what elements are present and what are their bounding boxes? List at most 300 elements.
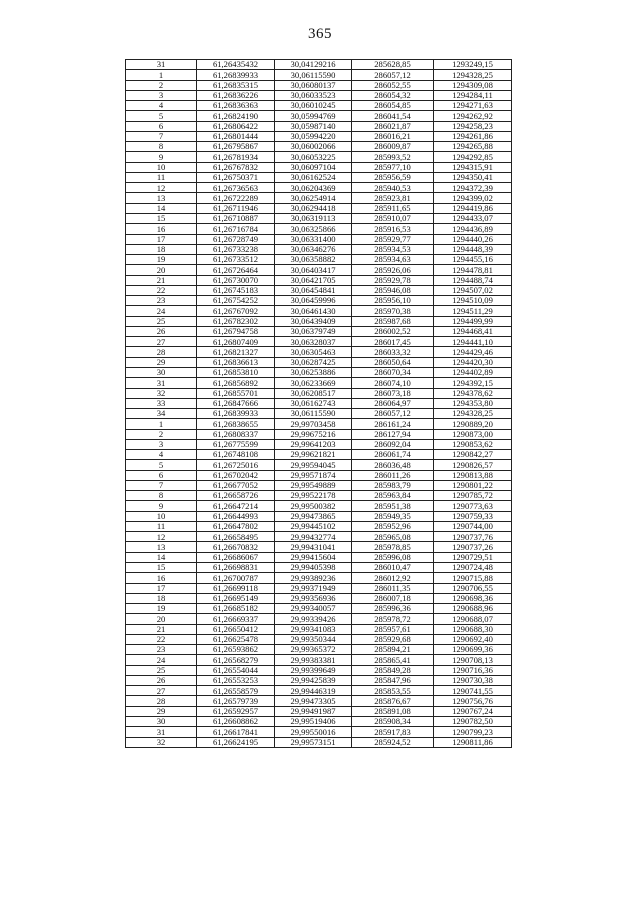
latitude-cell: 61,26836226 xyxy=(197,90,275,100)
table-row xyxy=(126,480,512,490)
longitude-cell: 29,99365372 xyxy=(275,645,352,655)
y-coordinate-cell: 1290799,23 xyxy=(434,727,512,737)
x-coordinate-cell: 285908,34 xyxy=(352,717,434,727)
longitude-cell: 30,06204369 xyxy=(275,183,352,193)
x-coordinate-cell: 285956,10 xyxy=(352,296,434,306)
table-row xyxy=(126,419,512,429)
table-row xyxy=(126,337,512,347)
y-coordinate-cell: 1290692,40 xyxy=(434,634,512,644)
y-coordinate-cell: 1293249,15 xyxy=(434,60,512,70)
longitude-cell: 29,99445102 xyxy=(275,521,352,531)
x-coordinate-cell: 286009,87 xyxy=(352,142,434,152)
table-row xyxy=(126,583,512,593)
longitude-cell: 30,06053225 xyxy=(275,152,352,162)
longitude-cell: 30,06010245 xyxy=(275,101,352,111)
x-coordinate-cell: 285934,63 xyxy=(352,255,434,265)
longitude-cell: 30,06346276 xyxy=(275,244,352,254)
point-number-cell: 19 xyxy=(126,604,197,614)
latitude-cell: 61,26608862 xyxy=(197,717,275,727)
y-coordinate-cell: 1290785,72 xyxy=(434,491,512,501)
table-row xyxy=(126,388,512,398)
point-number-cell: 3 xyxy=(126,439,197,449)
x-coordinate-cell: 285847,96 xyxy=(352,675,434,685)
table-row xyxy=(126,717,512,727)
longitude-cell: 29,99594045 xyxy=(275,460,352,470)
y-coordinate-cell: 1290688,07 xyxy=(434,614,512,624)
point-number-cell: 32 xyxy=(126,388,197,398)
longitude-cell: 30,06033523 xyxy=(275,90,352,100)
point-number-cell: 11 xyxy=(126,521,197,531)
x-coordinate-cell: 285978,72 xyxy=(352,614,434,624)
x-coordinate-cell: 285929,68 xyxy=(352,634,434,644)
longitude-cell: 29,99549889 xyxy=(275,480,352,490)
latitude-cell: 61,26748108 xyxy=(197,450,275,460)
point-number-cell: 6 xyxy=(126,121,197,131)
table-row xyxy=(126,101,512,111)
latitude-cell: 61,26699118 xyxy=(197,583,275,593)
latitude-cell: 61,26710887 xyxy=(197,213,275,223)
x-coordinate-cell: 285957,61 xyxy=(352,624,434,634)
point-number-cell: 27 xyxy=(126,337,197,347)
latitude-cell: 61,26754252 xyxy=(197,296,275,306)
x-coordinate-cell: 286127,94 xyxy=(352,429,434,439)
table-row xyxy=(126,675,512,685)
table-row xyxy=(126,193,512,203)
point-number-cell: 34 xyxy=(126,409,197,419)
x-coordinate-cell: 286092,04 xyxy=(352,439,434,449)
x-coordinate-cell: 286161,24 xyxy=(352,419,434,429)
table-row xyxy=(126,655,512,665)
point-number-cell: 20 xyxy=(126,614,197,624)
x-coordinate-cell: 285946,08 xyxy=(352,285,434,295)
x-coordinate-cell: 286057,12 xyxy=(352,70,434,80)
y-coordinate-cell: 1290842,27 xyxy=(434,450,512,460)
table-row xyxy=(126,275,512,285)
y-coordinate-cell: 1290853,62 xyxy=(434,439,512,449)
longitude-cell: 30,06403417 xyxy=(275,265,352,275)
table-row xyxy=(126,532,512,542)
y-coordinate-cell: 1294261,86 xyxy=(434,131,512,141)
x-coordinate-cell: 286011,26 xyxy=(352,470,434,480)
point-number-cell: 3 xyxy=(126,90,197,100)
longitude-cell: 30,06002066 xyxy=(275,142,352,152)
point-number-cell: 21 xyxy=(126,624,197,634)
latitude-cell: 61,26685182 xyxy=(197,604,275,614)
y-coordinate-cell: 1294455,16 xyxy=(434,255,512,265)
latitude-cell: 61,26767832 xyxy=(197,162,275,172)
latitude-cell: 61,26794758 xyxy=(197,326,275,336)
table-row xyxy=(126,347,512,357)
latitude-cell: 61,26824190 xyxy=(197,111,275,121)
x-coordinate-cell: 286070,34 xyxy=(352,367,434,377)
table-row xyxy=(126,429,512,439)
y-coordinate-cell: 1294440,26 xyxy=(434,234,512,244)
longitude-cell: 29,99473865 xyxy=(275,511,352,521)
longitude-cell: 30,06319113 xyxy=(275,213,352,223)
y-coordinate-cell: 1294488,74 xyxy=(434,275,512,285)
table-row xyxy=(126,634,512,644)
y-coordinate-cell: 1294507,02 xyxy=(434,285,512,295)
x-coordinate-cell: 286054,85 xyxy=(352,101,434,111)
x-coordinate-cell: 285951,38 xyxy=(352,501,434,511)
x-coordinate-cell: 286061,74 xyxy=(352,450,434,460)
latitude-cell: 61,26733238 xyxy=(197,244,275,254)
table-row xyxy=(126,183,512,193)
y-coordinate-cell: 1294328,25 xyxy=(434,70,512,80)
longitude-cell: 30,06461430 xyxy=(275,306,352,316)
x-coordinate-cell: 286064,97 xyxy=(352,398,434,408)
x-coordinate-cell: 286052,55 xyxy=(352,80,434,90)
x-coordinate-cell: 285849,28 xyxy=(352,665,434,675)
point-number-cell: 26 xyxy=(126,675,197,685)
x-coordinate-cell: 286041,54 xyxy=(352,111,434,121)
point-number-cell: 28 xyxy=(126,696,197,706)
longitude-cell: 29,99415604 xyxy=(275,552,352,562)
longitude-cell: 29,99621821 xyxy=(275,450,352,460)
longitude-cell: 30,05987140 xyxy=(275,121,352,131)
x-coordinate-cell: 285987,68 xyxy=(352,316,434,326)
point-number-cell: 29 xyxy=(126,357,197,367)
table-row xyxy=(126,450,512,460)
longitude-cell: 29,99389236 xyxy=(275,573,352,583)
table-row xyxy=(126,131,512,141)
latitude-cell: 61,26801444 xyxy=(197,131,275,141)
latitude-cell: 61,26558579 xyxy=(197,686,275,696)
x-coordinate-cell: 286017,45 xyxy=(352,337,434,347)
latitude-cell: 61,26836363 xyxy=(197,101,275,111)
longitude-cell: 30,06115590 xyxy=(275,70,352,80)
longitude-cell: 29,99432774 xyxy=(275,532,352,542)
y-coordinate-cell: 1290813,88 xyxy=(434,470,512,480)
latitude-cell: 61,26593862 xyxy=(197,645,275,655)
point-number-cell: 23 xyxy=(126,645,197,655)
table-row xyxy=(126,409,512,419)
table-row xyxy=(126,573,512,583)
table-row xyxy=(126,521,512,531)
x-coordinate-cell: 285929,77 xyxy=(352,234,434,244)
table-row xyxy=(126,737,512,747)
point-number-cell: 4 xyxy=(126,450,197,460)
x-coordinate-cell: 286073,18 xyxy=(352,388,434,398)
latitude-cell: 61,26835315 xyxy=(197,80,275,90)
table-row xyxy=(126,398,512,408)
longitude-cell: 29,99573151 xyxy=(275,737,352,747)
point-number-cell: 30 xyxy=(126,717,197,727)
latitude-cell: 61,26658495 xyxy=(197,532,275,542)
y-coordinate-cell: 1294378,62 xyxy=(434,388,512,398)
latitude-cell: 61,26767092 xyxy=(197,306,275,316)
longitude-cell: 29,99550016 xyxy=(275,727,352,737)
point-number-cell: 21 xyxy=(126,275,197,285)
longitude-cell: 29,99371949 xyxy=(275,583,352,593)
longitude-cell: 30,06439409 xyxy=(275,316,352,326)
longitude-cell: 29,99641203 xyxy=(275,439,352,449)
longitude-cell: 30,06358882 xyxy=(275,255,352,265)
longitude-cell: 29,99405398 xyxy=(275,563,352,573)
table-row xyxy=(126,727,512,737)
latitude-cell: 61,26726464 xyxy=(197,265,275,275)
table-row xyxy=(126,706,512,716)
table-row xyxy=(126,378,512,388)
y-coordinate-cell: 1290773,63 xyxy=(434,501,512,511)
point-number-cell: 9 xyxy=(126,501,197,511)
point-number-cell: 2 xyxy=(126,80,197,90)
longitude-cell: 29,99425839 xyxy=(275,675,352,685)
y-coordinate-cell: 1290826,57 xyxy=(434,460,512,470)
x-coordinate-cell: 286016,21 xyxy=(352,131,434,141)
y-coordinate-cell: 1290729,51 xyxy=(434,552,512,562)
x-coordinate-cell: 286036,48 xyxy=(352,460,434,470)
latitude-cell: 61,26807409 xyxy=(197,337,275,347)
table-row xyxy=(126,686,512,696)
point-number-cell: 12 xyxy=(126,532,197,542)
y-coordinate-cell: 1294265,88 xyxy=(434,142,512,152)
latitude-cell: 61,26855701 xyxy=(197,388,275,398)
point-number-cell: 15 xyxy=(126,563,197,573)
y-coordinate-cell: 1294262,92 xyxy=(434,111,512,121)
table-row xyxy=(126,152,512,162)
longitude-cell: 29,99500382 xyxy=(275,501,352,511)
x-coordinate-cell: 286057,12 xyxy=(352,409,434,419)
latitude-cell: 61,26435432 xyxy=(197,60,275,70)
table-row xyxy=(126,357,512,367)
table-row xyxy=(126,306,512,316)
point-number-cell: 22 xyxy=(126,285,197,295)
latitude-cell: 61,26730070 xyxy=(197,275,275,285)
point-number-cell: 8 xyxy=(126,491,197,501)
latitude-cell: 61,26579739 xyxy=(197,696,275,706)
point-number-cell: 13 xyxy=(126,542,197,552)
point-number-cell: 5 xyxy=(126,460,197,470)
y-coordinate-cell: 1294402,89 xyxy=(434,367,512,377)
y-coordinate-cell: 1294315,91 xyxy=(434,162,512,172)
longitude-cell: 29,99356936 xyxy=(275,593,352,603)
table-row xyxy=(126,285,512,295)
point-number-cell: 25 xyxy=(126,316,197,326)
latitude-cell: 61,26650412 xyxy=(197,624,275,634)
table-row xyxy=(126,111,512,121)
x-coordinate-cell: 285923,81 xyxy=(352,193,434,203)
x-coordinate-cell: 285910,07 xyxy=(352,213,434,223)
x-coordinate-cell: 286010,47 xyxy=(352,563,434,573)
longitude-cell: 29,99446319 xyxy=(275,686,352,696)
latitude-cell: 61,26808337 xyxy=(197,429,275,439)
y-coordinate-cell: 1290688,30 xyxy=(434,624,512,634)
point-number-cell: 17 xyxy=(126,583,197,593)
longitude-cell: 30,06162524 xyxy=(275,172,352,182)
point-number-cell: 8 xyxy=(126,142,197,152)
x-coordinate-cell: 285894,21 xyxy=(352,645,434,655)
point-number-cell: 16 xyxy=(126,573,197,583)
latitude-cell: 61,26658726 xyxy=(197,491,275,501)
table-row xyxy=(126,60,512,70)
y-coordinate-cell: 1290699,36 xyxy=(434,645,512,655)
y-coordinate-cell: 1290737,26 xyxy=(434,542,512,552)
x-coordinate-cell: 285929,78 xyxy=(352,275,434,285)
latitude-cell: 61,26733512 xyxy=(197,255,275,265)
longitude-cell: 29,99431041 xyxy=(275,542,352,552)
longitude-cell: 29,99339426 xyxy=(275,614,352,624)
y-coordinate-cell: 1290767,24 xyxy=(434,706,512,716)
longitude-cell: 29,99341083 xyxy=(275,624,352,634)
point-number-cell: 24 xyxy=(126,306,197,316)
table-row xyxy=(126,80,512,90)
x-coordinate-cell: 285916,53 xyxy=(352,224,434,234)
table-row xyxy=(126,460,512,470)
y-coordinate-cell: 1290715,88 xyxy=(434,573,512,583)
latitude-cell: 61,26670832 xyxy=(197,542,275,552)
table-row xyxy=(126,224,512,234)
table-row xyxy=(126,90,512,100)
latitude-cell: 61,26677052 xyxy=(197,480,275,490)
point-number-cell: 27 xyxy=(126,686,197,696)
x-coordinate-cell: 285952,96 xyxy=(352,521,434,531)
table-row xyxy=(126,665,512,675)
longitude-cell: 29,99522178 xyxy=(275,491,352,501)
table-row xyxy=(126,255,512,265)
longitude-cell: 30,06115590 xyxy=(275,409,352,419)
table-row xyxy=(126,624,512,634)
longitude-cell: 30,06325866 xyxy=(275,224,352,234)
latitude-cell: 61,26617841 xyxy=(197,727,275,737)
latitude-cell: 61,26592957 xyxy=(197,706,275,716)
longitude-cell: 29,99571874 xyxy=(275,470,352,480)
table-row xyxy=(126,501,512,511)
y-coordinate-cell: 1294478,81 xyxy=(434,265,512,275)
page-number: 365 xyxy=(308,26,332,42)
longitude-cell: 30,06208517 xyxy=(275,388,352,398)
point-number-cell: 10 xyxy=(126,511,197,521)
latitude-cell: 61,26644993 xyxy=(197,511,275,521)
latitude-cell: 61,26554044 xyxy=(197,665,275,675)
latitude-cell: 61,26856892 xyxy=(197,378,275,388)
longitude-cell: 30,06305463 xyxy=(275,347,352,357)
longitude-cell: 30,06379749 xyxy=(275,326,352,336)
table-row xyxy=(126,552,512,562)
table-row xyxy=(126,234,512,244)
y-coordinate-cell: 1290801,22 xyxy=(434,480,512,490)
table-row xyxy=(126,316,512,326)
y-coordinate-cell: 1294399,02 xyxy=(434,193,512,203)
point-number-cell: 9 xyxy=(126,152,197,162)
point-number-cell: 11 xyxy=(126,172,197,182)
x-coordinate-cell: 285940,53 xyxy=(352,183,434,193)
longitude-cell: 30,06294418 xyxy=(275,203,352,213)
y-coordinate-cell: 1294499,99 xyxy=(434,316,512,326)
latitude-cell: 61,26775599 xyxy=(197,439,275,449)
latitude-cell: 61,26647802 xyxy=(197,521,275,531)
x-coordinate-cell: 285924,52 xyxy=(352,737,434,747)
longitude-cell: 29,99491987 xyxy=(275,706,352,716)
y-coordinate-cell: 1294292,85 xyxy=(434,152,512,162)
y-coordinate-cell: 1294441,10 xyxy=(434,337,512,347)
point-number-cell: 33 xyxy=(126,398,197,408)
x-coordinate-cell: 285917,83 xyxy=(352,727,434,737)
table-row xyxy=(126,511,512,521)
point-number-cell: 32 xyxy=(126,737,197,747)
y-coordinate-cell: 1290811,86 xyxy=(434,737,512,747)
longitude-cell: 30,06097104 xyxy=(275,162,352,172)
longitude-cell: 30,06254914 xyxy=(275,193,352,203)
x-coordinate-cell: 286050,64 xyxy=(352,357,434,367)
point-number-cell: 4 xyxy=(126,101,197,111)
latitude-cell: 61,26686067 xyxy=(197,552,275,562)
x-coordinate-cell: 285628,85 xyxy=(352,60,434,70)
longitude-cell: 29,99703458 xyxy=(275,419,352,429)
longitude-cell: 29,99399649 xyxy=(275,665,352,675)
y-coordinate-cell: 1294353,80 xyxy=(434,398,512,408)
latitude-cell: 61,26728749 xyxy=(197,234,275,244)
point-number-cell: 18 xyxy=(126,244,197,254)
latitude-cell: 61,26716784 xyxy=(197,224,275,234)
latitude-cell: 61,26839933 xyxy=(197,70,275,80)
longitude-cell: 29,99519406 xyxy=(275,717,352,727)
point-number-cell: 28 xyxy=(126,347,197,357)
x-coordinate-cell: 285965,08 xyxy=(352,532,434,542)
table-row xyxy=(126,326,512,336)
point-number-cell: 1 xyxy=(126,70,197,80)
point-number-cell: 18 xyxy=(126,593,197,603)
x-coordinate-cell: 285977,10 xyxy=(352,162,434,172)
latitude-cell: 61,26624195 xyxy=(197,737,275,747)
y-coordinate-cell: 1294372,39 xyxy=(434,183,512,193)
table-row xyxy=(126,172,512,182)
point-number-cell: 17 xyxy=(126,234,197,244)
longitude-cell: 29,99473305 xyxy=(275,696,352,706)
table-row xyxy=(126,439,512,449)
x-coordinate-cell: 286054,32 xyxy=(352,90,434,100)
table-row xyxy=(126,696,512,706)
latitude-cell: 61,26722289 xyxy=(197,193,275,203)
y-coordinate-cell: 1290741,55 xyxy=(434,686,512,696)
latitude-cell: 61,26853810 xyxy=(197,367,275,377)
table-row xyxy=(126,563,512,573)
x-coordinate-cell: 285983,79 xyxy=(352,480,434,490)
y-coordinate-cell: 1290889,20 xyxy=(434,419,512,429)
latitude-cell: 61,26821327 xyxy=(197,347,275,357)
y-coordinate-cell: 1294468,41 xyxy=(434,326,512,336)
table-row xyxy=(126,162,512,172)
table-row xyxy=(126,203,512,213)
coordinates-table xyxy=(125,59,512,748)
x-coordinate-cell: 285949,35 xyxy=(352,511,434,521)
y-coordinate-cell: 1294258,23 xyxy=(434,121,512,131)
point-number-cell: 12 xyxy=(126,183,197,193)
longitude-cell: 30,06454841 xyxy=(275,285,352,295)
x-coordinate-cell: 285891,08 xyxy=(352,706,434,716)
y-coordinate-cell: 1290759,33 xyxy=(434,511,512,521)
longitude-cell: 30,06421705 xyxy=(275,275,352,285)
x-coordinate-cell: 286007,18 xyxy=(352,593,434,603)
table-row xyxy=(126,244,512,254)
table-row xyxy=(126,542,512,552)
y-coordinate-cell: 1294448,39 xyxy=(434,244,512,254)
x-coordinate-cell: 285926,06 xyxy=(352,265,434,275)
x-coordinate-cell: 285978,85 xyxy=(352,542,434,552)
point-number-cell: 15 xyxy=(126,213,197,223)
longitude-cell: 30,06328037 xyxy=(275,337,352,347)
point-number-cell: 25 xyxy=(126,665,197,675)
table-row xyxy=(126,296,512,306)
point-number-cell: 31 xyxy=(126,727,197,737)
y-coordinate-cell: 1294350,41 xyxy=(434,172,512,182)
table-row xyxy=(126,645,512,655)
latitude-cell: 61,26702042 xyxy=(197,470,275,480)
point-number-cell: 24 xyxy=(126,655,197,665)
y-coordinate-cell: 1290698,36 xyxy=(434,593,512,603)
latitude-cell: 61,26847666 xyxy=(197,398,275,408)
x-coordinate-cell: 285934,53 xyxy=(352,244,434,254)
